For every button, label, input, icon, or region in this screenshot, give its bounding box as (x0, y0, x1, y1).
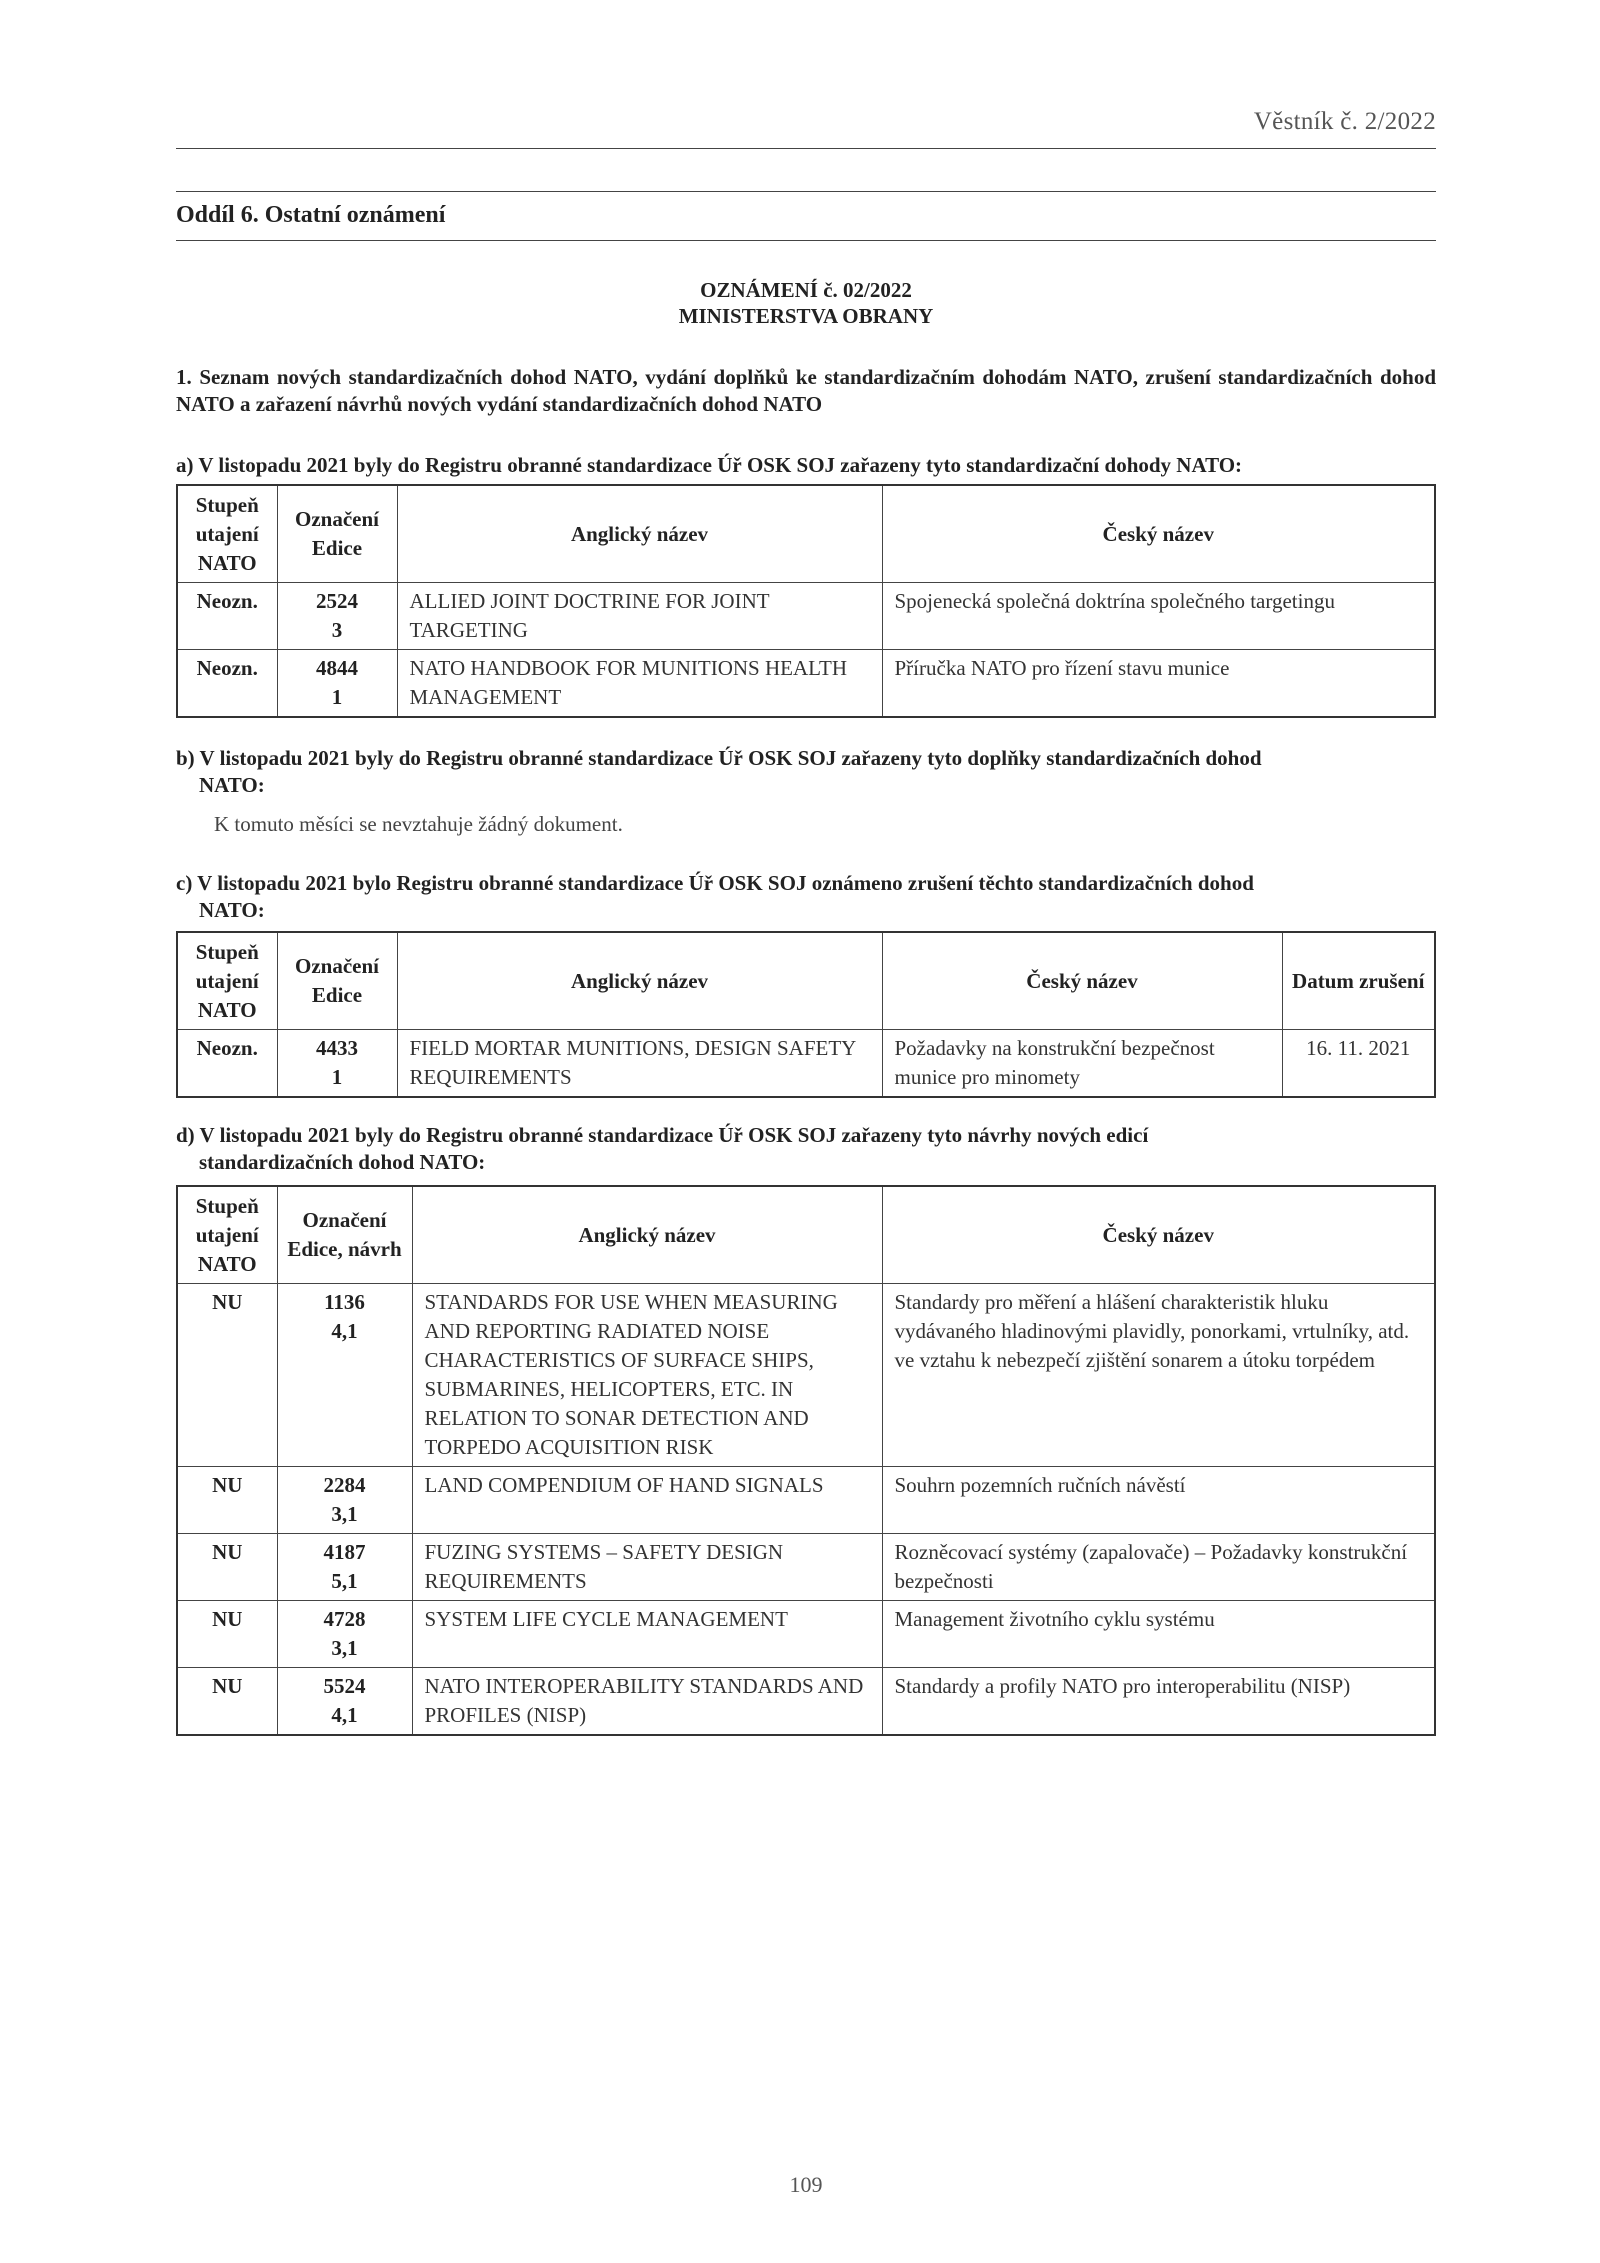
announcement-title: OZNÁMENÍ č. 02/2022 (700, 278, 912, 302)
english-title-cell: SYSTEM LIFE CYCLE MANAGEMENT (412, 1601, 882, 1668)
section-c-heading (176, 870, 1436, 924)
section-b-note: K tomuto měsíci se nevztahuje žádný dokument. (214, 812, 623, 836)
designation-cell (277, 1030, 397, 1098)
classification-cell: Neozn. (177, 583, 277, 650)
column-header: Stupeň utajení NATO (177, 485, 277, 583)
section-d-heading (176, 1122, 1436, 1176)
intro-paragraph (176, 364, 1436, 418)
section-b-heading (176, 745, 1436, 799)
column-header: Stupeň utajení NATO (177, 932, 277, 1030)
section-rule-bottom (176, 240, 1436, 241)
classification-cell: Neozn. (177, 650, 277, 718)
english-title-cell: NATO INTEROPERABILITY STANDARDS AND PROFILES (NISP) (412, 1668, 882, 1736)
english-title-cell: ALLIED JOINT DOCTRINE FOR JOINT TARGETING (397, 583, 882, 650)
page-number: 109 (789, 2172, 823, 2197)
column-header: Český název (882, 485, 1435, 583)
czech-title-cell: Příručka NATO pro řízení stavu munice (882, 650, 1435, 718)
stanag-number: 4728 (323, 1607, 366, 1631)
column-header: Český název (882, 932, 1282, 1030)
section-d-heading-line2: standardizačních dohod NATO: (199, 1150, 486, 1174)
table-header-row (177, 932, 1435, 1030)
edition-number: 5,1 (331, 1569, 358, 1593)
column-header: Anglický název (412, 1186, 882, 1284)
classification-cell: NU (177, 1668, 277, 1736)
journal-header: Věstník č. 2/2022 (1253, 108, 1436, 135)
stanag-number: 1136 (324, 1290, 365, 1314)
announcement-subtitle: MINISTERSTVA OBRANY (678, 304, 934, 328)
edition-number: 3,1 (331, 1636, 358, 1660)
table-row (177, 1601, 1435, 1668)
section-b-heading-line2: NATO: (199, 773, 265, 797)
table-header-row (177, 1186, 1435, 1284)
czech-title-cell: Standardy a profily NATO pro interoperabilitu (NISP) (882, 1668, 1435, 1736)
designation-cell (277, 583, 397, 650)
section-d-table (176, 1185, 1436, 1736)
stanag-number: 4187 (323, 1540, 366, 1564)
english-title-cell: STANDARDS FOR USE WHEN MEASURING AND REPORTING RADIATED NOISE CHARACTERISTICS OF SURFACE SHIPS, SUBMARINES, HELICOPTERS, ETC. IN RELATION TO SONAR DETECTION AND TORPEDO ACQUISITION RISK (412, 1284, 882, 1467)
cancellation-date-cell: 16. 11. 2021 (1282, 1030, 1435, 1098)
column-header: Stupeň utajení NATO (177, 1186, 277, 1284)
classification-cell: NU (177, 1534, 277, 1601)
english-title-cell: FUZING SYSTEMS – SAFETY DESIGN REQUIREMENTS (412, 1534, 882, 1601)
stanag-number: 5524 (323, 1674, 366, 1698)
edition-number: 4,1 (331, 1703, 358, 1727)
table-row (177, 1284, 1435, 1467)
czech-title-cell: Spojenecká společná doktrína společného targetingu (882, 583, 1435, 650)
czech-title-cell: Požadavky na konstrukční bezpečnost munice pro minomety (882, 1030, 1282, 1098)
czech-title-cell: Souhrn pozemních ručních návěstí (882, 1467, 1435, 1534)
column-header: Označení Edice, návrh (277, 1186, 412, 1284)
designation-cell (277, 1534, 412, 1601)
section-c-table (176, 931, 1436, 1098)
table-row (177, 1534, 1435, 1601)
table-row (177, 583, 1435, 650)
classification-cell: NU (177, 1601, 277, 1668)
czech-title-cell: Management životního cyklu systému (882, 1601, 1435, 1668)
column-header: Anglický název (397, 932, 882, 1030)
stanag-number: 4433 (316, 1036, 358, 1060)
intro-text: Seznam nových standardizačních dohod NATO, vydání doplňků ke standardizačním dohodám NATO, zrušení standardizačních dohod NATO a zařazení návrhů nových vydání standardizačních dohod NATO (176, 365, 1436, 416)
designation-cell (277, 650, 397, 718)
edition-number: 1 (331, 1065, 343, 1089)
edition-number: 4,1 (331, 1319, 358, 1343)
table-row (177, 1668, 1435, 1736)
edition-number: 3 (331, 618, 343, 642)
english-title-cell: LAND COMPENDIUM OF HAND SIGNALS (412, 1467, 882, 1534)
column-header: Označení Edice (277, 932, 397, 1030)
section-b-heading-line1: b) V listopadu 2021 byly do Registru obranné standardizace Úř OSK SOJ zařazeny tyto doplňky standardizačních dohod (176, 746, 1262, 770)
section-a-table (176, 484, 1436, 718)
column-header: Datum zrušení (1282, 932, 1435, 1030)
table-row (177, 650, 1435, 718)
stanag-number: 2524 (316, 589, 358, 613)
designation-cell (277, 1284, 412, 1467)
section-d-heading-line1: d) V listopadu 2021 byly do Registru obranné standardizace Úř OSK SOJ zařazeny tyto návrhy nových edicí (176, 1123, 1149, 1147)
english-title-cell: FIELD MORTAR MUNITIONS, DESIGN SAFETY REQUIREMENTS (397, 1030, 882, 1098)
column-header: Označení Edice (277, 485, 397, 583)
section-c-heading-line2: NATO: (199, 898, 265, 922)
stanag-number: 2284 (323, 1473, 366, 1497)
intro-number: 1. (176, 365, 192, 389)
classification-cell: Neozn. (177, 1030, 277, 1098)
edition-number: 1 (331, 685, 343, 709)
table-row (177, 1030, 1435, 1098)
section-a-heading: a) V listopadu 2021 byly do Registru obranné standardizace Úř OSK SOJ zařazeny tyto standardizační dohody NATO: (176, 453, 1243, 477)
stanag-number: 4844 (316, 656, 358, 680)
table-row (177, 1467, 1435, 1534)
designation-cell (277, 1601, 412, 1668)
english-title-cell: NATO HANDBOOK FOR MUNITIONS HEALTH MANAGEMENT (397, 650, 882, 718)
classification-cell: NU (177, 1467, 277, 1534)
section-title: Oddíl 6. Ostatní oznámení (176, 202, 446, 228)
header-rule (176, 148, 1436, 149)
section-c-heading-line1: c) V listopadu 2021 bylo Registru obranné standardizace Úř OSK SOJ oznámeno zrušení těchto standardizačních dohod (176, 871, 1254, 895)
classification-cell: NU (177, 1284, 277, 1467)
designation-cell (277, 1668, 412, 1736)
czech-title-cell: Standardy pro měření a hlášení charakteristik hluku vydávaného hladinovými plavidly, ponorkami, vrtulníky, atd. ve vztahu k nebezpečí zjištění sonarem a útoku torpédem (882, 1284, 1435, 1467)
edition-number: 3,1 (331, 1502, 358, 1526)
column-header: Anglický název (397, 485, 882, 583)
table-header-row (177, 485, 1435, 583)
czech-title-cell: Rozněcovací systémy (zapalovače) – Požadavky konstrukční bezpečnosti (882, 1534, 1435, 1601)
designation-cell (277, 1467, 412, 1534)
section-rule-top (176, 191, 1436, 192)
column-header: Český název (882, 1186, 1435, 1284)
